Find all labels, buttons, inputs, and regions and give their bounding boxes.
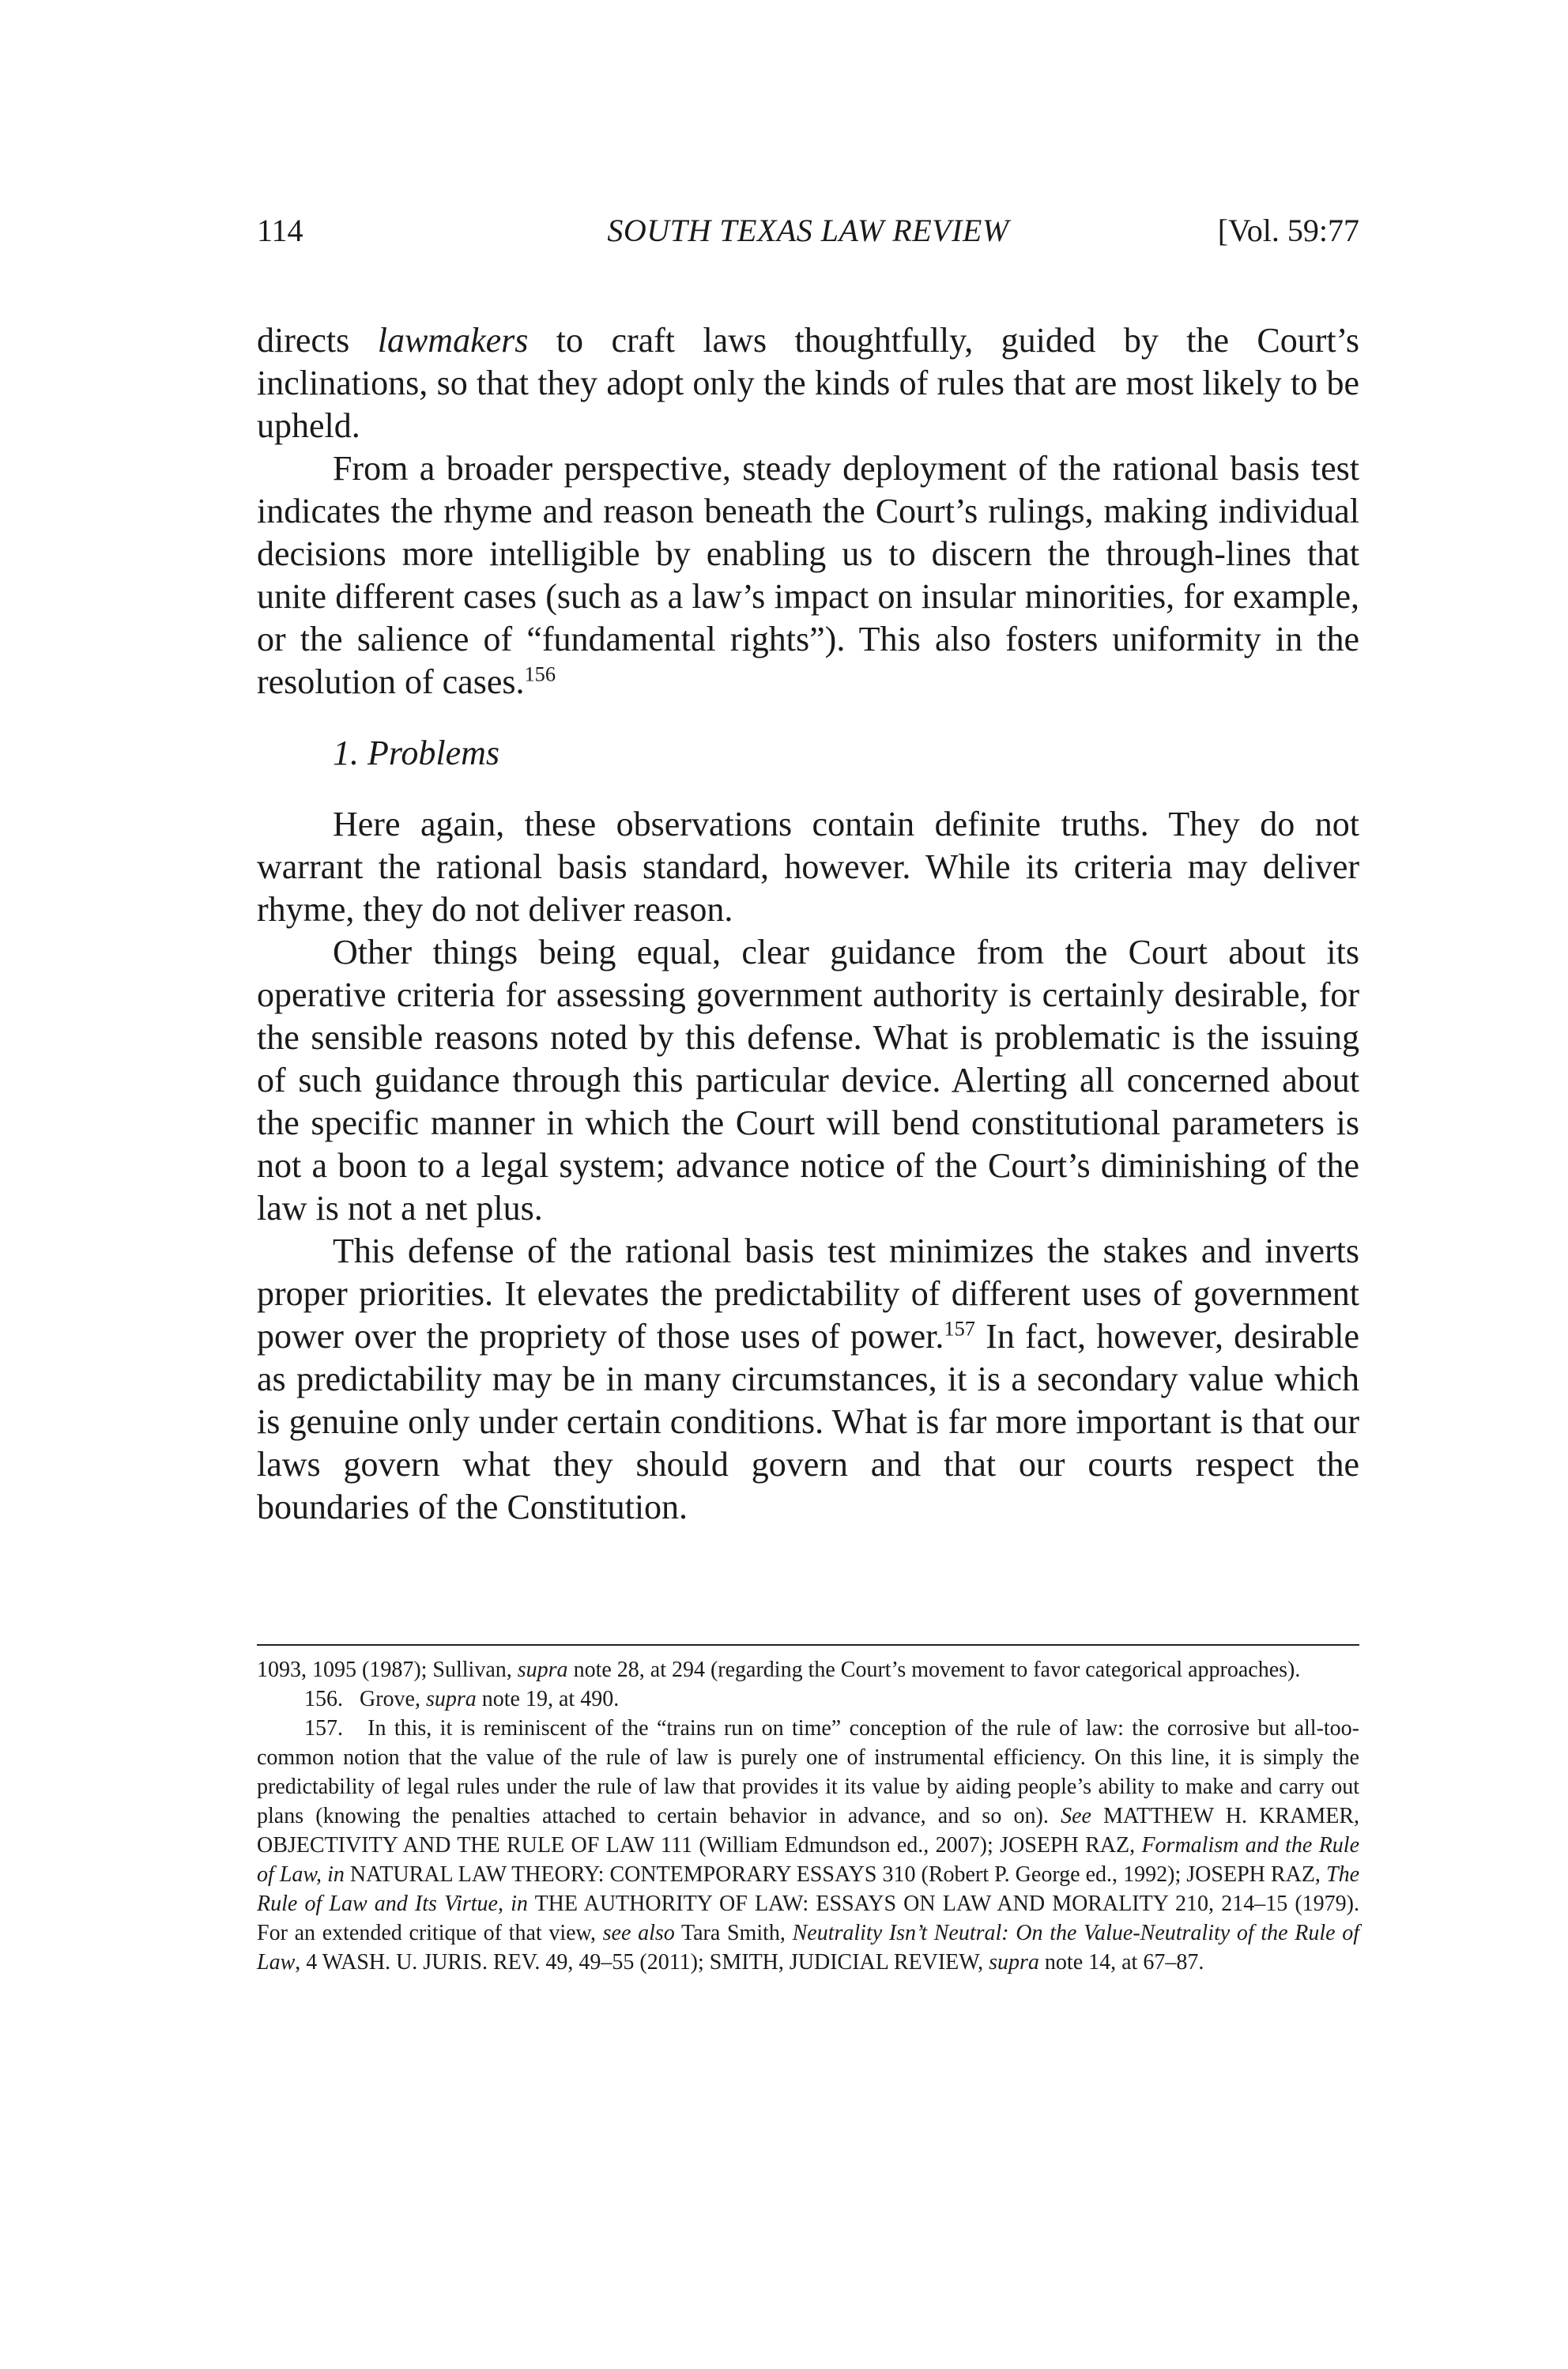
footnotes [257,1655,1359,1977]
footnote-ref-157[interactable]: 157 [944,1316,975,1341]
paragraph: Here again, these observations contain definite truths. They do not warrant the rational basis standard, however. While its criteria may deliver rhyme, they do not deliver reason. [257,805,1359,929]
footnote-157: 157. In this, it is reminiscent of the “trains run on time” conception of the rule of law: the corrosive but all-too-common notion that the value of the rule of law is purely one of instrumental efficiency. On this line, it is simply the predictability of legal rules under the rule of law that provides it its value by aiding people’s ability to make and carry out plans (knowing the penalties attached to certain behavior in advance, and so on). See MATTHEW H. KRAMER, OBJECTIVITY AND THE RULE OF LAW 111 (William Edmundson ed., 2007); JOSEPH RAZ, Formalism and the Rule of Law, in NATURAL LAW THEORY: CONTEMPORARY ESSAYS 310 (Robert P. George ed., 1992); JOSEPH RAZ, The Rule of Law and Its Virtue, in THE AUTHORITY OF LAW: ESSAYS ON LAW AND MORALITY 210, 214–15 (1979). For an extended critique of that view, see also Tara Smith, Neutrality Isn’t Neutral: On the Value-Neutrality of the Rule of Law, 4 WASH. U. JURIS. REV. 49, 49–55 (2011); SMITH, JUDICIAL REVIEW, supra note 14, at 67–87. [257,1716,1360,1975]
footnote-156: 156. Grove, supra note 19, at 490. [304,1687,620,1711]
paragraph: Other things being equal, clear guidance from the Court about its operative criteria for assessing government authority is certainly desirable, for the sensible reasons noted by this defense. What is problematic is the issuing of such guidance through this particular device. Alerting all concerned about the specific manner in which the Court will bend constitutional parameters is not a boon to a legal system; advance notice of the Court’s diminishing of the law is not a net plus. [257,933,1359,1228]
page-number: 114 [257,213,303,248]
volume-citation: [Vol. 59:77 [1217,213,1359,248]
paragraph: From a broader perspective, steady deployment of the rational basis test indicates the rhyme and reason beneath the Court’s rulings, making individual decisions more intelligible by enabling us to discern the through-lines that unite different cases (such as a law’s impact on insular minorities, for example, or the salience of “fundamental rights”). This also fosters uniformity in the resolution of cases.$^{156}$ [257,449,1359,701]
footnote-ref-156[interactable]: 156 [524,662,556,686]
footnote-divider [257,1644,1359,1646]
paragraph: directs lawmakers to craft laws thoughtfully, guided by the Court’s inclinations, so that they adopt only the kinds of rules that are most likely to be upheld. [257,321,1359,445]
journal-title: SOUTH TEXAS LAW REVIEW [607,213,1009,248]
section-heading: 1. Problems [333,734,500,772]
paragraph: This defense of the rational basis test minimizes the stakes and inverts proper priorities. It elevates the predictability of different uses of government power over the propriety of those uses of power.$^{157}$ In fact, however, desirable as predictability may be in many circumstances, it is a secondary value which is genuine only under certain conditions. What is far more important is that our laws govern what they should govern and that our courts respect the boundaries of the Constitution. [257,1232,1359,1526]
body-text [257,319,1359,1529]
footnote-continuation: 1093, 1095 (1987); Sullivan, supra note 28, at 294 (regarding the Court’s movement to favor categorical approaches). [257,1658,1301,1682]
running-header [257,207,1359,255]
